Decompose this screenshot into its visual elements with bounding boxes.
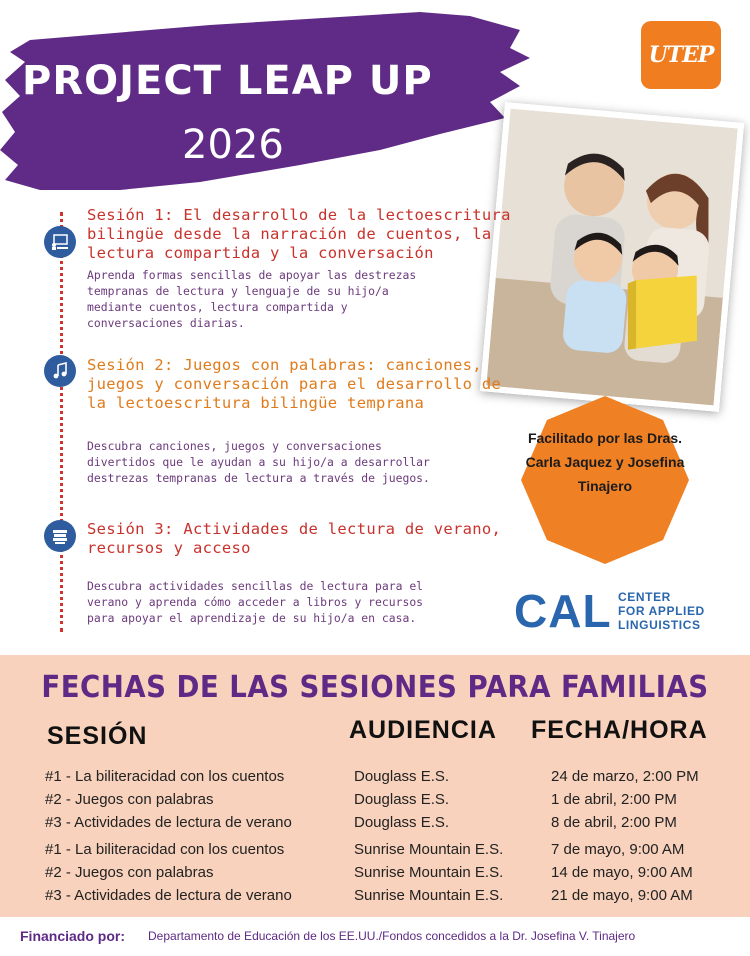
schedule-row: [0, 841, 750, 863]
cal-line-1: CENTER: [618, 590, 671, 604]
session-3-title: Sesión 3: Actividades de lectura de verano, recursos y acceso: [87, 520, 502, 557]
utep-logo: [641, 21, 721, 89]
header-audience: AUDIENCIA: [349, 716, 497, 744]
row-session: #1 - La biliteracidad con los cuentos: [45, 841, 285, 858]
row-date: 21 de mayo, 9:00 AM: [551, 887, 693, 904]
row-date: 1 de abril, 2:00 PM: [551, 791, 677, 808]
presentation-icon: [44, 226, 76, 258]
session-1-title: Sesión 1: El desarrollo de la lectoescritura bilingüe desde la narración de cuentos, la lectura compartida y la conversación: [87, 206, 511, 262]
funding-text: Departamento de Educación de los EE.UU./Fondos concedidos a la Dr. Josefina V. Tinajero: [148, 929, 636, 943]
header-date-time: FECHA/HORA: [531, 716, 708, 744]
row-audience: Douglass E.S.: [354, 791, 450, 808]
row-session: #3 - Actividades de lectura de verano: [45, 887, 292, 904]
row-audience: Douglass E.S.: [354, 814, 450, 831]
row-session: #1 - La biliteracidad con los cuentos: [45, 768, 285, 785]
schedule-row: [0, 814, 750, 836]
cal-line-2: FOR APPLIED: [618, 604, 705, 618]
schedule-row: [0, 887, 750, 909]
schedule-row: [0, 768, 750, 790]
cal-line-3: LINGUISTICS: [618, 618, 701, 632]
project-title: PROJECT LEAP UP: [22, 58, 433, 104]
row-date: 8 de abril, 2:00 PM: [551, 814, 677, 831]
project-year: 2026: [182, 122, 284, 168]
row-date: 7 de mayo, 9:00 AM: [551, 841, 685, 858]
session-2-description: Descubra canciones, juegos y conversaciones divertidos que le ayudan a su hijo/a a desarrollar destrezas tempranas de lectura a través de juegos.: [87, 439, 430, 485]
row-audience: Sunrise Mountain E.S.: [354, 864, 504, 881]
row-session: #2 - Juegos con palabras: [45, 864, 214, 881]
row-audience: Sunrise Mountain E.S.: [354, 887, 504, 904]
session-1-description: Aprenda formas sencillas de apoyar las destrezas tempranas de lectura y lenguaje de su hijo/a mediante cuentos, lectura compartida y conversaciones diarias.: [87, 268, 417, 330]
funding-label: Financiado por:: [20, 928, 125, 944]
family-reading-photo: [480, 102, 744, 412]
family-illustration: [486, 109, 737, 406]
utep-logo-text: UTEP: [648, 42, 714, 68]
session-3-description: Descubra actividades sencillas de lectura para el verano y aprenda cómo acceder a libros y recursos para apoyar el aprendizaje de su hijo/a en casa.: [87, 579, 424, 625]
header-session: SESIÓN: [47, 722, 148, 750]
books-icon: [44, 520, 76, 552]
cal-logo-mark: CAL: [514, 585, 612, 637]
row-date: 24 de marzo, 2:00 PM: [551, 768, 699, 785]
row-date: 14 de mayo, 9:00 AM: [551, 864, 693, 881]
row-session: #3 - Actividades de lectura de verano: [45, 814, 292, 831]
session-2-title: Sesión 2: Juegos con palabras: canciones, juegos y conversación para el desarrollo de la lectoescritura bilingüe temprana: [87, 356, 502, 412]
music-note-icon: [44, 355, 76, 387]
session-timeline: [60, 212, 63, 632]
row-session: #2 - Juegos con palabras: [45, 791, 214, 808]
schedule-title: FECHAS DE LAS SESIONES PARA FAMILIAS: [41, 670, 709, 705]
row-audience: Sunrise Mountain E.S.: [354, 841, 504, 858]
row-audience: Douglass E.S.: [354, 768, 450, 785]
schedule-row: [0, 864, 750, 886]
facilitator-text: Facilitado por las Dras. Carla Jaquez y Josefina Tinajero: [525, 430, 685, 494]
cal-logo-text: [618, 590, 705, 632]
schedule-row: [0, 791, 750, 813]
